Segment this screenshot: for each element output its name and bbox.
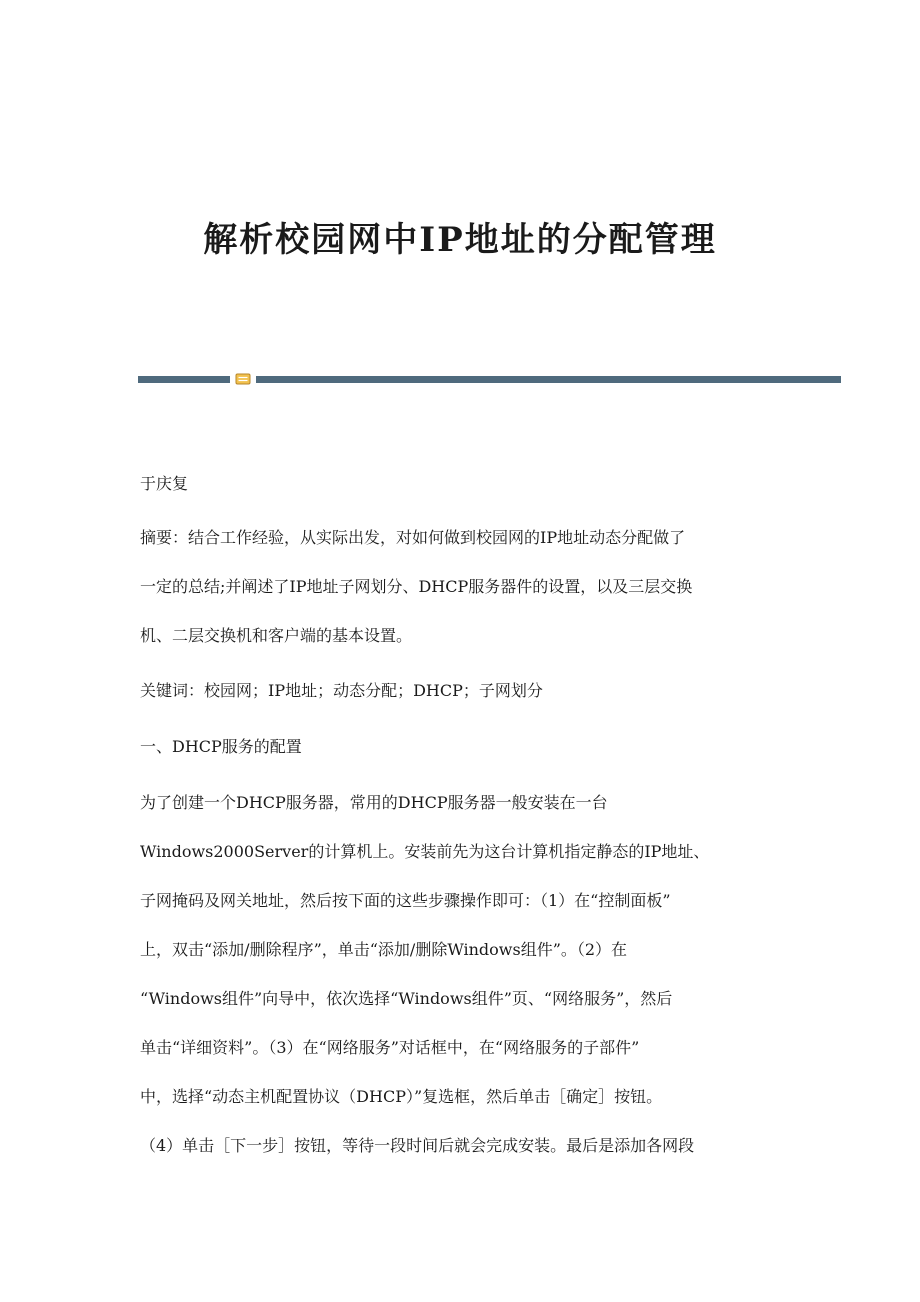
paragraph-line: 子网掩码及网关地址，然后按下面的这些步骤操作即可：（1）在“控制面板” [140,891,671,910]
keywords: 关键词：校园网；IP地址；动态分配；DHCP；子网划分 [140,681,543,700]
abstract [140,513,790,660]
title-divider [138,373,841,385]
paragraph-line: （4）单击［下一步］按钮，等待一段时间后就会完成安装。最后是添加各网段 [140,1136,695,1155]
divider-bar-right [256,376,841,383]
paragraph-line: 中，选择“动态主机配置协议（DHCP）”复选框，然后单击［确定］按钮。 [140,1087,663,1106]
paragraph-line: 上，双击“添加/删除程序”，单击“添加/删除Windows组件”。（2）在 [140,940,628,959]
paragraph-line: Windows2000Server的计算机上。安装前先为这台计算机指定静态的IP地址、 [140,842,710,861]
author-name: 于庆复 [140,474,189,493]
abstract-line: 机、二层交换机和客户端的基本设置。 [140,626,413,645]
document-title: 解析校园网中IP地址的分配管理 [203,220,717,260]
paragraph-line: 为了创建一个DHCP服务器，常用的DHCP服务器一般安装在一台 [140,793,608,812]
document-icon [235,373,251,385]
paragraph-line: 单击“详细资料”。（3）在“网络服务”对话框中，在“网络服务的子部件” [140,1038,640,1057]
divider-bar-left [138,376,230,383]
abstract-line: 一定的总结;并阐述了IP地址子网划分、DHCP服务器件的设置，以及三层交换 [140,577,693,596]
body-paragraph [140,778,790,1170]
section-heading: 一、DHCP服务的配置 [140,737,302,756]
paragraph-line: “Windows组件”向导中，依次选择“Windows组件”页、“网络服务”，然后 [140,989,673,1008]
abstract-line: 摘要：结合工作经验，从实际出发，对如何做到校园网的IP地址动态分配做了 [140,528,686,547]
